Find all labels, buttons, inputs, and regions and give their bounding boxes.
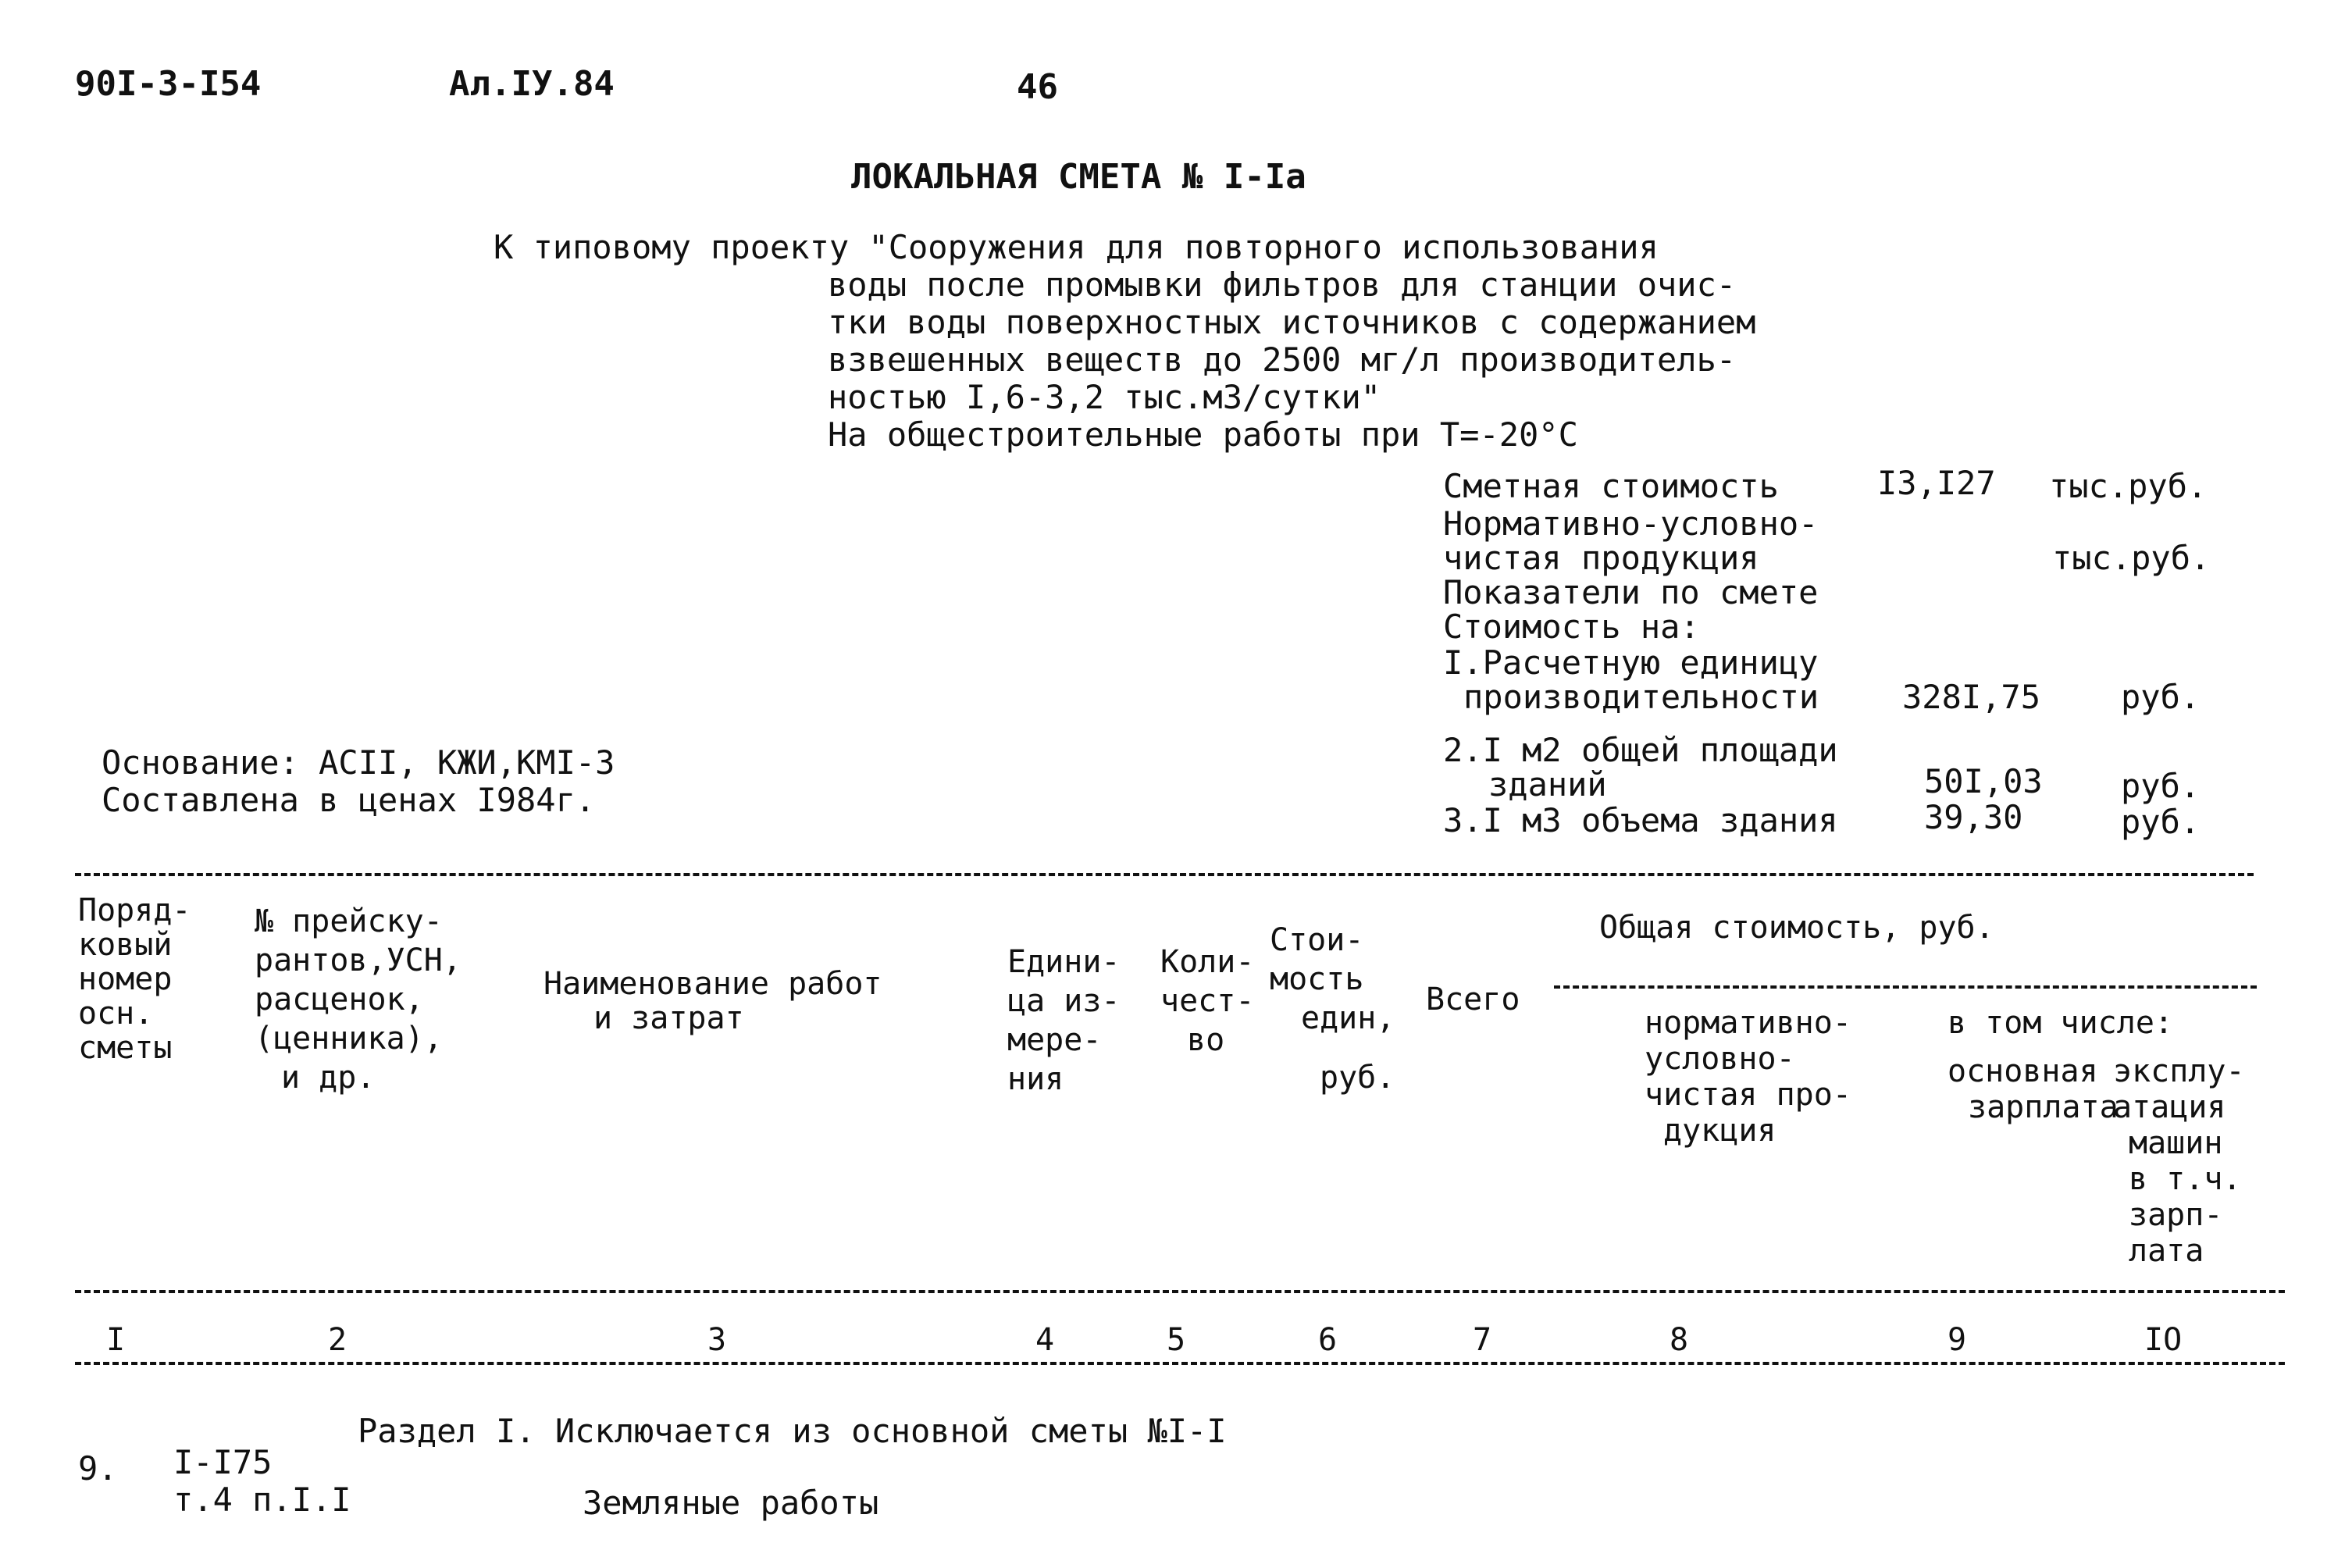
col5-header-line: чест- — [1160, 983, 1255, 1019]
col3-header-line: Наименование работ — [543, 966, 882, 1002]
column-number: 8 — [1670, 1322, 1689, 1358]
col8-header-line: нормативно- — [1645, 1005, 1851, 1041]
col7-header: Всего — [1426, 982, 1520, 1017]
subtitle-line: воды после промывки фильтров для станции очис- — [828, 265, 1737, 304]
table-top-rule — [75, 873, 2254, 876]
indicator-1-value: 328I,75 — [1902, 678, 2041, 716]
table-header-rule — [75, 1290, 2285, 1293]
column-number: 5 — [1167, 1322, 1186, 1358]
col2-header-line: № прейску- — [255, 903, 443, 939]
subtitle-line: взвешенных веществ до 2500 мг/л производитель- — [828, 340, 1737, 379]
indicator-1-unit: руб. — [2121, 678, 2201, 716]
group-header-rule — [1554, 985, 2257, 989]
column-number: 9 — [1948, 1322, 1967, 1358]
col9-header-line: основная — [1948, 1053, 2098, 1089]
col4-header-line: мере- — [1007, 1022, 1102, 1058]
col5-header-line: во — [1187, 1022, 1225, 1058]
col1-header-line: номер — [78, 961, 173, 997]
estimated-cost-unit: тыс.руб. — [2049, 467, 2208, 505]
work-name: Земляные работы — [583, 1484, 879, 1522]
indicator-2-label: 2.I м2 общей площади — [1443, 731, 1838, 769]
estimated-cost-value: I3,I27 — [1877, 464, 1996, 502]
column-number-rule — [75, 1362, 2285, 1365]
column-number: IO — [2144, 1322, 2183, 1358]
col2-header-line: рантов,УСН, — [255, 943, 461, 978]
col2-header-line: и др. — [281, 1060, 376, 1096]
column-number: 7 — [1473, 1322, 1492, 1358]
in-that-number-label: в том числе: — [1948, 1005, 2173, 1041]
subtitle-line: ностью I,6-3,2 тыс.м3/сутки" — [828, 378, 1381, 416]
subtitle-line: К типовому проекту "Сооружения для повторного использования — [494, 228, 1659, 266]
column-number: 4 — [1035, 1322, 1055, 1358]
col3-header-line: и затрат — [593, 1000, 744, 1036]
col4-header-line: ния — [1007, 1061, 1064, 1097]
column-number: 2 — [328, 1322, 347, 1358]
price-basis-line: Составлена в ценах I984г. — [102, 781, 596, 819]
indicator-3-unit: руб. — [2121, 803, 2201, 841]
col6-header-line: руб. — [1320, 1060, 1395, 1096]
col6-header-line: Стои- — [1270, 922, 1364, 958]
indicator-2-label: зданий — [1488, 765, 1607, 804]
col10-header-line: атация — [2113, 1089, 2226, 1125]
subtitle-line: тки воды поверхностных источников с содержанием — [828, 303, 1756, 341]
indicator-1-label: I.Расчетную единицу — [1443, 643, 1819, 682]
col10-header-line: зарп- — [2129, 1197, 2223, 1233]
indicator-1-label: производительности — [1463, 678, 1819, 716]
normative-label: Нормативно-условно- — [1443, 504, 1819, 543]
normative-label: чистая продукция — [1443, 539, 1759, 577]
col4-header-line: ца из- — [1007, 983, 1121, 1019]
indicator-3-value: 39,30 — [1924, 798, 2023, 836]
col1-header-line: сметы — [78, 1030, 173, 1066]
column-number: 6 — [1318, 1322, 1338, 1358]
normative-unit: тыс.руб. — [2052, 539, 2211, 577]
col1-header-line: осн. — [78, 996, 154, 1032]
col8-header-line: условно- — [1645, 1041, 1795, 1077]
section-title: Раздел I. Исключается из основной сметы №I-I — [358, 1412, 1227, 1450]
col4-header-line: Едини- — [1007, 944, 1121, 980]
subtitle-line: На общестроительные работы при T=-20°C — [828, 415, 1578, 454]
column-number: I — [106, 1322, 126, 1358]
total-cost-group-header: Общая стоимость, руб. — [1599, 910, 1994, 946]
col1-header-line: ковый — [78, 927, 173, 963]
col6-header-line: един, — [1301, 1000, 1395, 1036]
col10-header-line: в т.ч. — [2129, 1161, 2242, 1197]
estimated-cost-label: Сметная стоимость — [1443, 467, 1779, 505]
col2-header-line: расценок, — [255, 982, 424, 1017]
col2-header-line: (ценника), — [255, 1021, 443, 1057]
indicator-2-value: 50I,03 — [1924, 762, 2043, 800]
col1-header-line: Поряд- — [78, 893, 191, 928]
indicator-3-label: 3.I м3 объема здания — [1443, 801, 1838, 839]
indicator-2-unit: руб. — [2121, 767, 2201, 805]
col10-header-line: эксплу- — [2113, 1053, 2245, 1089]
price-code: I-I75 — [173, 1443, 273, 1481]
cost-on-label: Стоимость на: — [1443, 608, 1700, 646]
col9-header-line: зарплата — [1968, 1089, 2119, 1125]
album-number: Ал.IУ.84 — [449, 64, 615, 104]
price-code-reference: т.4 п.I.I — [173, 1481, 351, 1519]
col8-header-line: дукция — [1663, 1113, 1776, 1149]
col5-header-line: Коли- — [1160, 944, 1255, 980]
column-number: 3 — [707, 1322, 727, 1358]
col10-header-line: машин — [2129, 1125, 2223, 1161]
document-title: ЛОКАЛЬНАЯ СМЕТА № I-Iа — [851, 157, 1306, 197]
col10-header-line: лата — [2129, 1233, 2204, 1269]
basis-line: Основание: АСII, КЖИ,КМI-3 — [102, 743, 615, 782]
col8-header-line: чистая про- — [1645, 1077, 1851, 1113]
page-number: 46 — [1017, 67, 1058, 107]
document-code: 90I-3-I54 — [75, 64, 262, 104]
indicators-label: Показатели по смете — [1443, 573, 1819, 611]
col6-header-line: мость — [1270, 961, 1364, 997]
row-number: 9. — [78, 1449, 118, 1488]
